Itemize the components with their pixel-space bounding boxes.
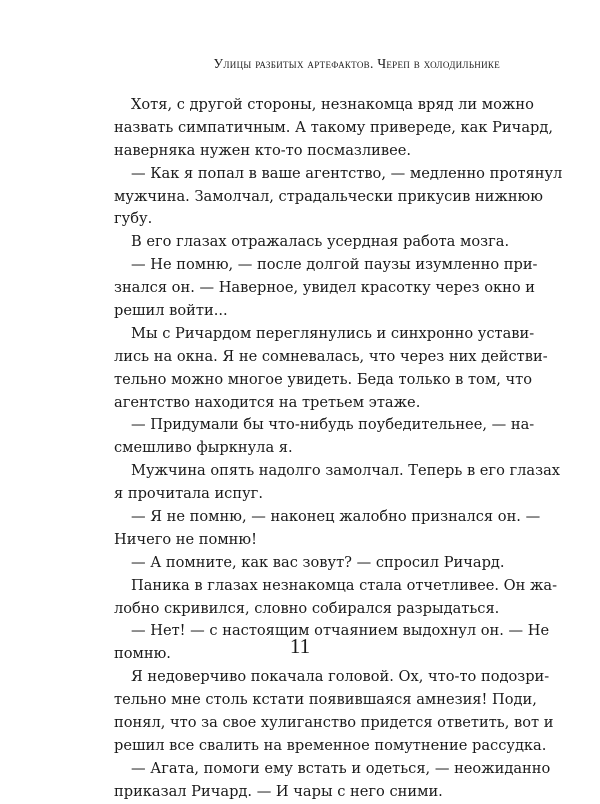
text-line: помню.	[114, 645, 171, 663]
text-line: понял, что за свое хулиганство придется ответить, вот и	[114, 714, 554, 732]
running-header: Улицы разбитых артефактов. Череп в холодильнике	[213, 56, 500, 71]
text-line: мужчина. Замолчал, страдальчески прикусив нижнюю	[114, 187, 543, 205]
text-line: назвать симпатичным. А такому привереде, как Ричард,	[114, 118, 553, 136]
text-line: приказал Ричард. — И чары с него сними.	[114, 782, 443, 800]
text-line: решил войти...	[114, 302, 228, 320]
text-line: — А помните, как вас зовут? — спросил Ричард.	[131, 553, 505, 571]
text-line: тельно мне столь кстати появившаяся амнезия! Поди,	[114, 691, 537, 709]
text-line: тельно можно многое увидеть. Беда только в том, что	[114, 370, 532, 388]
text-line: наверняка нужен кто-то посмазливее.	[114, 141, 411, 159]
text-line: лись на окна. Я не сомневалась, что через них действи-	[114, 347, 548, 365]
text-line: лобно скривился, словно собирался разрыдаться.	[114, 599, 500, 617]
text-line: решил все свалить на временное помутнение рассудка.	[114, 736, 547, 754]
text-line: Хотя, с другой стороны, незнакомца вряд ли можно	[131, 96, 534, 113]
text-line: — Я не помню, — наконец жалобно признался он. —	[131, 508, 541, 526]
text-line: Паника в глазах незнакомца стала отчетливее. Он жа-	[131, 576, 558, 594]
text-line: я прочитала испуг.	[114, 485, 263, 503]
text-line: — Как я попал в ваше агентство, — медленно протянул	[131, 164, 563, 182]
text-line: Мы с Ричардом переглянулись и синхронно устави-	[131, 324, 535, 342]
text-line: — Придумали бы что-нибудь поубедительнее, — на-	[131, 416, 535, 434]
text-line: Мужчина опять надолго замолчал. Теперь в его глазах	[131, 462, 561, 480]
text-line: смешливо фыркнула я.	[114, 439, 293, 457]
text-line: знался он. — Наверное, увидел красотку через окно и	[114, 279, 536, 297]
text-line: агентство находится на третьем этаже.	[114, 393, 421, 411]
page-number: 11	[289, 634, 311, 658]
body-text	[114, 94, 563, 804]
text-line: — Агата, помоги ему встать и одеться, — неожиданно	[131, 759, 551, 777]
text-line: — Не помню, — после долгой паузы изумленно при-	[131, 256, 538, 274]
text-line: — Нет! — с настоящим отчаянием выдохнул он. — Не	[131, 622, 550, 640]
text-line: губу.	[114, 210, 153, 228]
text-line: Я недоверчиво покачала головой. Ох, что-то подозри-	[131, 668, 550, 686]
text-line: Ничего не помню!	[114, 530, 257, 548]
text-line: В его глазах отражалась усердная работа мозга.	[131, 233, 510, 251]
